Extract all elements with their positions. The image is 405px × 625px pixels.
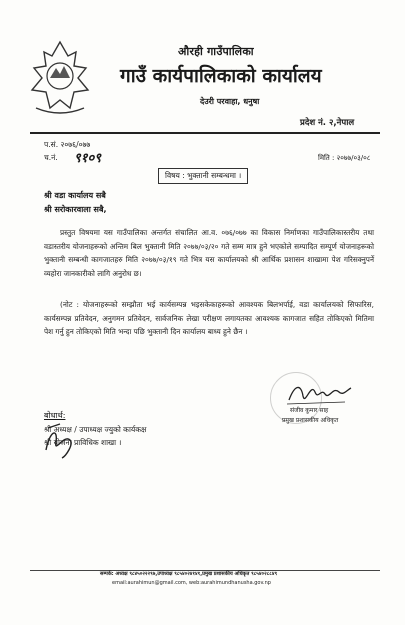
body-paragraph-note: (नोट : योजनाहरूको सम्झौता भई कार्यसम्पन्न भइसकेकाहरूको आवश्यक बिलभर्पाई, वडा कार्यालयको सिफारिस, कार्यसम्पन्न प्रतिवेदन, अनुगमन प्रतिवेदन, सार्वजनिक लेखा परीक्षण लगायतका आवश्यक कागजात सहित तोकिएको मितिमा पेश गर्नु हुन तोकिएको मिति भन्दा पछि भुक्तानी दिन कार्यालय बाध्य हुने छैन ।: [44, 300, 374, 336]
handwritten-initial-icon: [40, 420, 80, 462]
cc-item-chair: श्री अध्यक्ष / उपाध्यक्ष ज्युको कार्यकक्ष: [44, 425, 147, 434]
addressee-ward-offices: श्री वडा कार्यालय सबै: [44, 191, 106, 200]
header-divider: [30, 132, 380, 134]
cc-item-planning: श्री योजना प्राविधिक शाखा ।: [44, 438, 122, 447]
signatory-title: प्रमुख प्रशासकीय अधिकृत: [282, 417, 339, 424]
subject-line: विषय : भुक्तानी सम्बन्धमा ।: [158, 168, 248, 184]
addressee-stakeholders: श्री सरोकारवाला सबै,: [44, 205, 107, 214]
patra-sankhya: प.सं. २०७६/०७७: [44, 140, 91, 149]
footer-contact: सम्पर्क: अध्यक्ष ९८४५०२२२९७,उपाध्यक्ष ९८५४०२४१४१,प्रमुख प्रशासकीय अधिकृत ९८५४०२८८४९: [100, 571, 278, 577]
body-paragraph-main: प्रस्तुत विषयमा यस गाउँपालिका अन्तर्गत संचालित आ.व. ०७६/०७७ का विकास निर्माणका गाउँपालिकास्तरीय तथा वडास्तरीय योजनाहरूको अन्तिम बिल भुक्तानी मिति २०७७/०३/२० गते सम्म मात्र हुने भएकोले सम्पादित सम्पूर्ण योजनाहरूको भुक्तानी सम्बन्धी कागजातहरु मिति २०७७/०३/१९ गते भित्र यस कार्यालयको श्री आर्थिक प्रशासन शाखामा पेश गरिसक्नुपर्ने व्यहोरा जानकारीको लागि अनुरोध छ।: [44, 228, 374, 278]
office-address: देउरी परवाहा, धनुषा: [200, 97, 260, 106]
footer-email: email:aurahimun@gmail.com, web:aurahimundhanusha.gov.np: [112, 580, 271, 586]
municipality-name: औरही गाउँपालिका: [178, 45, 254, 58]
office-name: गाउँ कार्यपालिकाको कार्यालय: [120, 65, 322, 87]
nepal-emblem-icon: [22, 38, 98, 120]
province-label: प्रदेश नं. २,नेपाल: [300, 118, 355, 128]
chalani-number: ९१०९: [74, 151, 102, 166]
signatory-name: संजीव कुमार साह: [290, 407, 329, 414]
letter-date: मिति : २०७७/०३/०८: [318, 154, 371, 162]
chalani-label: च.नं.: [44, 153, 58, 162]
cc-title: बोधार्थ:: [44, 411, 66, 420]
signature-icon: [285, 378, 353, 408]
